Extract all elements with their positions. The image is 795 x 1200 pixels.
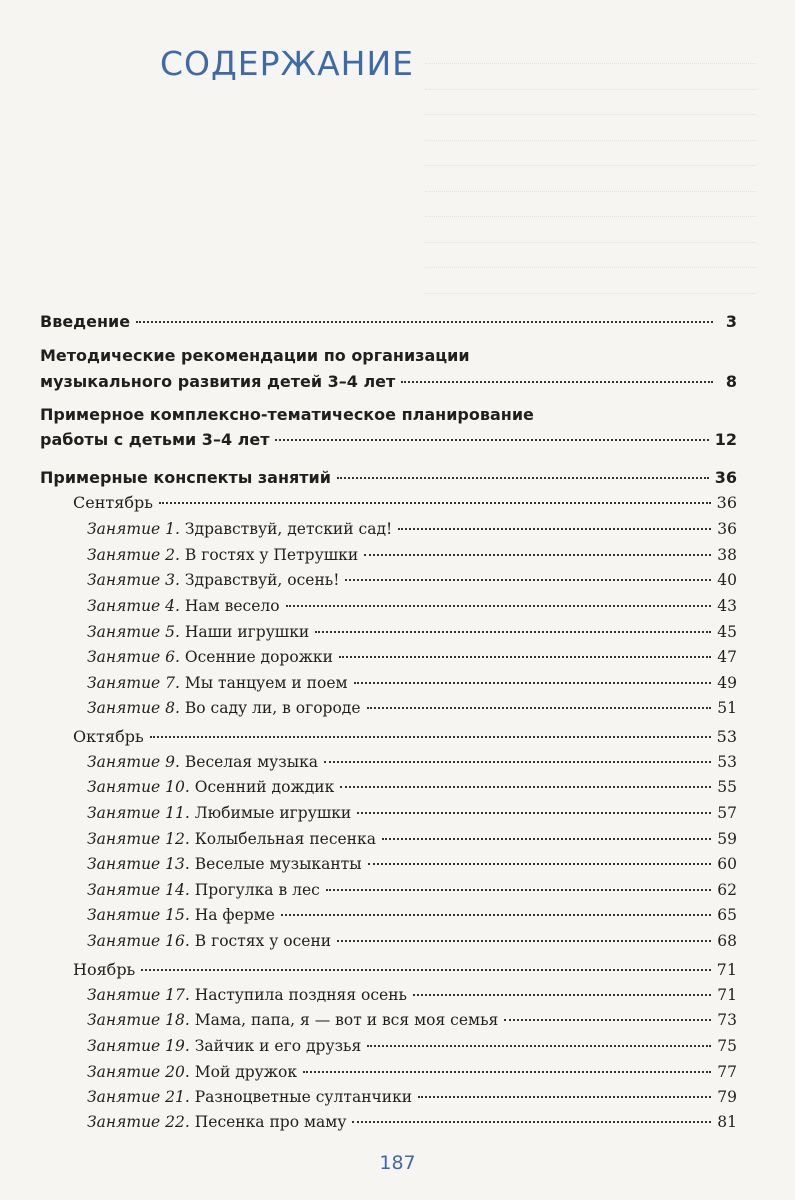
toc-entry-label-line1: Методические рекомендации по организации	[40, 346, 470, 365]
toc-entry-label: музыкального развития детей 3–4 лет	[40, 372, 396, 391]
dot-leader	[303, 1071, 711, 1073]
toc-entry-page: 77	[717, 1063, 737, 1081]
lesson-prefix: Занятие 22.	[87, 1113, 190, 1131]
dot-leader	[326, 889, 711, 891]
dot-leader	[401, 381, 713, 383]
toc-lesson[interactable]	[87, 622, 737, 642]
toc-lesson[interactable]	[87, 698, 737, 718]
dot-leader	[504, 1019, 711, 1021]
toc-entry-label-line1: Примерное комплексно-тематическое планирование	[40, 405, 534, 424]
lesson-prefix: Занятие 4.	[87, 597, 180, 615]
lesson-title: Песенка про маму	[194, 1113, 347, 1131]
toc-lesson[interactable]	[87, 905, 737, 925]
lesson-title: Разноцветные султанчики	[194, 1088, 413, 1106]
dot-leader	[367, 707, 712, 709]
toc-lesson[interactable]	[87, 1112, 737, 1132]
dot-leader	[352, 1121, 711, 1123]
toc-entry-page: 8	[725, 372, 737, 391]
page-number: 187	[379, 1152, 416, 1174]
toc-entry-page: 38	[717, 546, 737, 564]
toc-lesson[interactable]	[87, 777, 737, 797]
dot-leader	[150, 736, 711, 738]
lesson-prefix: Занятие 8.	[87, 699, 180, 717]
lesson-title: Осенние дорожки	[184, 648, 333, 666]
lesson-title: В гостях у осени	[194, 932, 332, 950]
toc-entry-page: 75	[717, 1037, 737, 1055]
dot-leader	[339, 656, 711, 658]
toc-entry-page: 60	[717, 855, 737, 873]
toc-lesson[interactable]	[87, 1087, 737, 1107]
toc-entry-lesson-notes[interactable]	[40, 468, 737, 488]
toc-entry-page: 40	[717, 571, 737, 589]
toc-entry-page: 53	[717, 753, 737, 771]
toc-entry-page: 12	[714, 430, 737, 449]
lesson-prefix: Занятие 15.	[87, 906, 190, 924]
page-title: СОДЕРЖАНИЕ	[160, 44, 415, 83]
dot-leader	[337, 477, 709, 479]
dot-leader	[337, 940, 711, 942]
toc-entry-page: 57	[717, 804, 737, 822]
toc-entry-page: 47	[717, 648, 737, 666]
lesson-title: Прогулка в лес	[194, 881, 320, 899]
lesson-title: Мой дружок	[194, 1063, 298, 1081]
toc-entry-page: 36	[716, 493, 737, 512]
lesson-prefix: Занятие 12.	[87, 830, 190, 848]
dot-leader	[357, 812, 711, 814]
toc-lesson[interactable]	[87, 673, 737, 693]
dot-leader	[159, 502, 711, 504]
toc-month-november[interactable]	[73, 960, 737, 980]
toc-lesson[interactable]	[87, 1062, 737, 1082]
toc-entry-page: 53	[716, 727, 737, 746]
toc-month-october[interactable]	[73, 727, 737, 747]
toc-entry-page: 3	[725, 312, 737, 331]
lesson-prefix: Занятие 20.	[87, 1063, 190, 1081]
lesson-prefix: Занятие 6.	[87, 648, 180, 666]
toc-entry-page: 71	[717, 986, 737, 1004]
toc-entry-page: 55	[717, 778, 737, 796]
lesson-prefix: Занятие 3.	[87, 571, 180, 589]
toc-entry-label: Введение	[40, 312, 131, 331]
toc-entry-page: 43	[717, 597, 737, 615]
lesson-title: Наши игрушки	[184, 623, 310, 641]
lesson-prefix: Занятие 19.	[87, 1037, 190, 1055]
toc-entry-introduction[interactable]	[40, 312, 737, 332]
lesson-title: В гостях у Петрушки	[184, 546, 359, 564]
toc-entry-page: 49	[717, 674, 737, 692]
toc-lesson[interactable]	[87, 545, 737, 565]
toc-entry-page: 36	[714, 468, 737, 487]
lesson-prefix: Занятие 16.	[87, 932, 190, 950]
toc-lesson[interactable]	[87, 570, 737, 590]
month-label: Ноябрь	[73, 960, 136, 979]
toc-entry-page: 73	[717, 1011, 737, 1029]
dot-leader	[281, 914, 711, 916]
lesson-prefix: Занятие 18.	[87, 1011, 190, 1029]
lesson-prefix: Занятие 11.	[87, 804, 190, 822]
lesson-prefix: Занятие 2.	[87, 546, 180, 564]
toc-entry-label: Примерные конспекты занятий	[40, 468, 331, 487]
lesson-prefix: Занятие 7.	[87, 674, 180, 692]
lesson-title: Нам весело	[184, 597, 280, 615]
lesson-title: Веселые музыканты	[194, 855, 362, 873]
month-label: Октябрь	[73, 727, 144, 746]
lesson-title: Веселая музыка	[184, 753, 318, 771]
dot-leader	[368, 863, 712, 865]
lesson-title: Во саду ли, в огороде	[184, 699, 361, 717]
lesson-title: Мама, папа, я — вот и вся моя семья	[194, 1011, 499, 1029]
toc-entry-page: 62	[717, 881, 737, 899]
lesson-prefix: Занятие 9.	[87, 753, 180, 771]
toc-entry-page: 36	[717, 520, 737, 538]
toc-lesson[interactable]	[87, 752, 737, 772]
lesson-prefix: Занятие 21.	[87, 1088, 190, 1106]
dot-leader	[136, 321, 713, 323]
toc-entry-page: 79	[717, 1088, 737, 1106]
toc-month-september[interactable]	[73, 493, 737, 513]
toc-entry-label: работы с детьми 3–4 лет	[40, 430, 270, 449]
lesson-prefix: Занятие 17.	[87, 986, 190, 1004]
lesson-prefix: Занятие 14.	[87, 881, 190, 899]
lesson-prefix: Занятие 13.	[87, 855, 190, 873]
lesson-prefix: Занятие 5.	[87, 623, 180, 641]
toc-lesson[interactable]	[87, 854, 737, 874]
lesson-prefix: Занятие 1.	[87, 520, 180, 538]
dot-leader	[345, 579, 711, 581]
dot-leader	[340, 786, 711, 788]
dot-leader	[413, 994, 711, 996]
lesson-title: Осенний дождик	[194, 778, 335, 796]
dot-leader	[324, 761, 711, 763]
toc-lesson[interactable]	[87, 931, 737, 951]
toc-lesson[interactable]	[87, 647, 737, 667]
toc-lesson[interactable]	[87, 1010, 737, 1030]
toc-lesson[interactable]	[87, 880, 737, 900]
toc-entry-page: 45	[717, 623, 737, 641]
lesson-title: Колыбельная песенка	[194, 830, 376, 848]
dot-leader	[398, 528, 711, 530]
toc-lesson[interactable]	[87, 985, 737, 1005]
lesson-title: Наступила поздняя осень	[194, 986, 407, 1004]
toc-entry-guidelines[interactable]	[40, 372, 737, 392]
toc-entry-page: 59	[717, 830, 737, 848]
month-label: Сентябрь	[73, 493, 153, 512]
toc-lesson[interactable]	[87, 519, 737, 539]
lesson-prefix: Занятие 10.	[87, 778, 190, 796]
toc-lesson[interactable]	[87, 596, 737, 616]
dot-leader	[418, 1096, 711, 1098]
lesson-title: Мы танцуем и поем	[184, 674, 348, 692]
lesson-title: Зайчик и его друзья	[194, 1037, 362, 1055]
lesson-title: Любимые игрушки	[194, 804, 352, 822]
dot-leader	[315, 631, 711, 633]
toc-lesson[interactable]	[87, 1036, 737, 1056]
toc-entry-page: 81	[717, 1113, 737, 1131]
lesson-title: На ферме	[194, 906, 275, 924]
toc-entry-page: 51	[717, 699, 737, 717]
toc-entry-planning[interactable]	[40, 430, 737, 450]
toc-lesson[interactable]	[87, 803, 737, 823]
dot-leader	[382, 838, 711, 840]
dot-leader	[286, 605, 712, 607]
toc-entry-page: 68	[717, 932, 737, 950]
toc-entry-page: 71	[716, 960, 737, 979]
toc-entry-page: 65	[717, 906, 737, 924]
dot-leader	[367, 1045, 711, 1047]
dot-leader	[354, 682, 712, 684]
dot-leader	[141, 969, 710, 971]
toc-lesson[interactable]	[87, 829, 737, 849]
dot-leader	[364, 554, 711, 556]
dot-leader	[275, 439, 708, 441]
lesson-title: Здравствуй, осень!	[184, 571, 340, 589]
lesson-title: Здравствуй, детский сад!	[184, 520, 393, 538]
